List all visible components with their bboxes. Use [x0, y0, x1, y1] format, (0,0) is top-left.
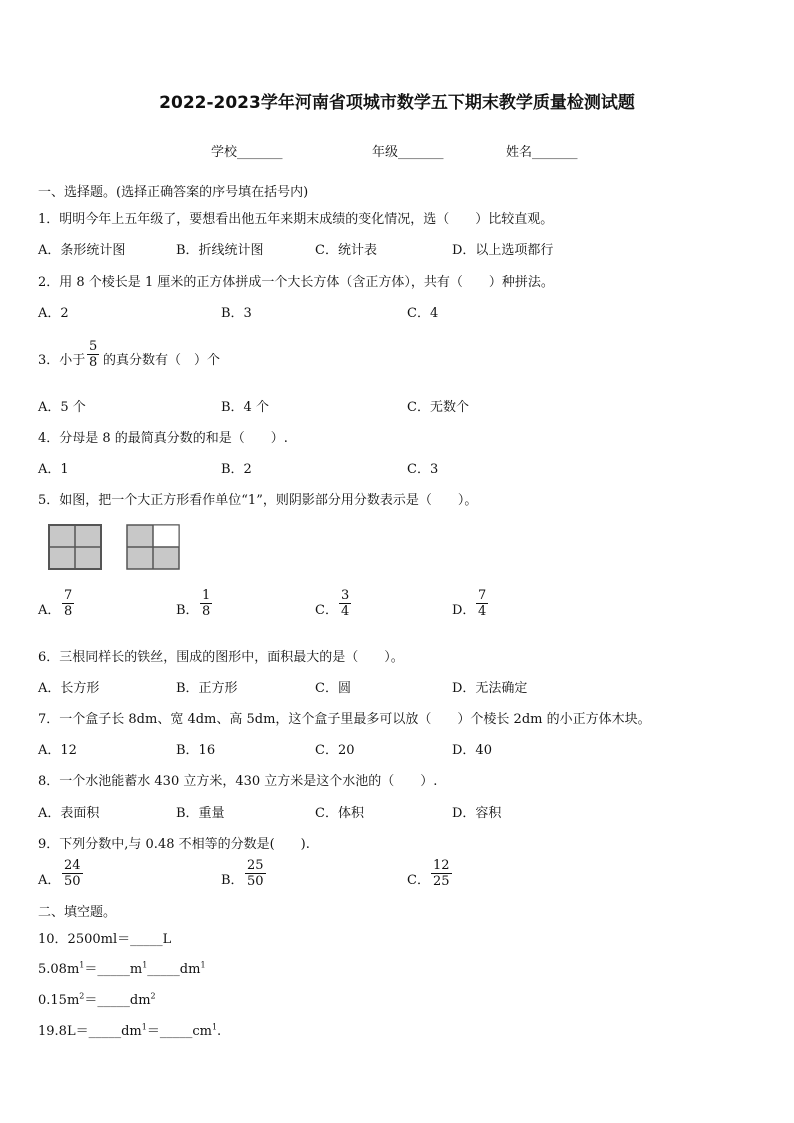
q7-option-c: C．20	[315, 743, 355, 758]
exponent: 1	[79, 960, 85, 970]
q5-option-d-letter: D．	[452, 603, 476, 618]
q9-option-b-letter: B．	[221, 873, 244, 888]
exponent: 1	[142, 960, 148, 970]
q10-line2-part-a: 5.08m	[38, 962, 80, 977]
q10-line4-part-a: 19.8L＝_____dm	[38, 1024, 142, 1039]
q3-option-a: A．5 个	[38, 400, 86, 415]
q7-option-a: A．12	[38, 743, 77, 758]
fraction-numerator: 7	[64, 588, 73, 603]
fraction-denominator: 4	[478, 604, 487, 619]
fraction-numerator: 3	[341, 588, 350, 603]
question-8: 8．一个水池能蓄水 430 立方米，430 立方米是这个水池的（ ）.	[38, 774, 438, 789]
full-square-figure	[48, 524, 102, 570]
q5-option-c-fraction	[339, 588, 351, 619]
q7-option-d: D．40	[452, 743, 492, 758]
fraction-numerator: 7	[478, 588, 487, 603]
q3-suffix: 的真分数有（ ）个	[103, 353, 221, 368]
exponent: 1	[141, 1022, 147, 1032]
question-7: 7．一个盒子长 8dm、宽 4dm、高 5dm，这个盒子里最多可以放（ ）个棱长 2dm 的小正方体木块。	[38, 712, 651, 727]
q5-option-d-fraction	[476, 588, 488, 619]
q1-option-d: D．以上选项都行	[452, 243, 554, 258]
q6-option-d: D．无法确定	[452, 681, 528, 696]
q9-option-c-fraction	[431, 858, 452, 889]
q10-line-3	[38, 989, 156, 1008]
question-6: 6．三根同样长的铁丝，围成的图形中，面积最大的是（ ）。	[38, 650, 404, 665]
fraction-denominator: 25	[433, 874, 450, 889]
fraction-numerator: 25	[247, 858, 264, 873]
exponent: 1	[211, 1022, 218, 1032]
q6-option-c: C．圆	[315, 681, 351, 696]
q10-line2-part-c: _____dm	[147, 962, 201, 977]
fraction-denominator: 8	[64, 604, 73, 619]
question-4: 4．分母是 8 的最简真分数的和是（ ）.	[38, 431, 288, 446]
q5-option-b-letter: B．	[176, 603, 199, 618]
q9-option-b-fraction	[245, 858, 266, 889]
section-2-heading: 二、填空题。	[38, 905, 117, 920]
section-1-heading: 一、选择题。(选择正确答案的序号填在括号内)	[38, 185, 309, 200]
q2-option-c: C．4	[407, 306, 439, 321]
q10-line-2	[38, 958, 206, 977]
q6-option-b: B．正方形	[176, 681, 238, 696]
q1-option-c: C．统计表	[315, 243, 377, 258]
q1-option-a: A．条形统计图	[38, 243, 126, 258]
q10-line-4	[38, 1020, 221, 1039]
q8-option-d: D．容积	[452, 806, 502, 821]
q3-option-c: C．无数个	[407, 400, 469, 415]
q2-option-a: A．2	[38, 306, 69, 321]
q8-option-b: B．重量	[176, 806, 225, 821]
q9-option-c-letter: C．	[407, 873, 430, 888]
q9-option-a-letter: A．	[38, 873, 61, 888]
school-field: 学校_______	[211, 145, 283, 160]
fraction-denominator: 4	[341, 604, 350, 619]
q10-line3-part-b: ＝_____dm	[84, 993, 151, 1008]
question-1: 1．明明今年上五年级了，要想看出他五年来期末成绩的变化情况，选（ ）比较直观。	[38, 212, 554, 227]
question-5: 5．如图，把一个大正方形看作单位“1”，则阴影部分用分数表示是（ ）。	[38, 493, 478, 508]
q9-option-a-fraction	[62, 858, 83, 889]
exponent: 1	[200, 960, 206, 970]
q3-fraction	[87, 339, 99, 370]
q6-option-a: A．长方形	[38, 681, 100, 696]
q3-fraction-denominator: 8	[89, 355, 98, 370]
q5-option-a-fraction	[62, 588, 74, 619]
q10-line4-part-b: ＝_____cm	[146, 1024, 212, 1039]
q3-option-b: B．4 个	[221, 400, 269, 415]
q10-line2-part-b: ＝_____m	[84, 962, 143, 977]
fraction-numerator: 12	[433, 858, 450, 873]
q2-option-b: B．3	[221, 306, 252, 321]
unshaded-cell	[153, 525, 179, 547]
name-field: 姓名_______	[506, 145, 578, 160]
partial-square-figure	[126, 524, 180, 570]
exponent: 2	[150, 991, 156, 1001]
q5-option-c-letter: C．	[315, 603, 338, 618]
exponent: 2	[79, 991, 85, 1001]
q4-option-c: C．3	[407, 462, 439, 477]
q8-option-c: C．体积	[315, 806, 364, 821]
q8-option-a: A．表面积	[38, 806, 100, 821]
page-title: 2022-2023学年河南省项城市数学五下期末教学质量检测试题	[159, 93, 635, 113]
fraction-numerator: 1	[202, 588, 211, 603]
fraction-denominator: 50	[247, 874, 264, 889]
q1-option-b: B．折线统计图	[176, 243, 264, 258]
grade-field: 年级_______	[372, 145, 444, 160]
fraction-numerator: 24	[64, 858, 81, 873]
q7-option-b: B．16	[176, 743, 216, 758]
question-9: 9．下列分数中,与 0.48 不相等的分数是( ).	[38, 837, 310, 852]
question-2: 2．用 8 个棱长是 1 厘米的正方体拼成一个大长方体（含正方体），共有（ ）种拼法。	[38, 275, 554, 290]
fraction-denominator: 50	[64, 874, 81, 889]
question-10: 10．2500ml＝_____L	[38, 932, 172, 947]
q4-option-b: B．2	[221, 462, 252, 477]
q10-line3-part-a: 0.15m	[38, 993, 80, 1008]
q4-option-a: A．1	[38, 462, 69, 477]
q3-prefix: 3．小于	[38, 353, 86, 368]
q3-fraction-numerator: 5	[89, 339, 98, 354]
q5-option-a-letter: A．	[38, 603, 61, 618]
q10-line4-part-c: .	[217, 1024, 222, 1039]
q5-option-b-fraction	[200, 588, 212, 619]
fraction-denominator: 8	[202, 604, 211, 619]
